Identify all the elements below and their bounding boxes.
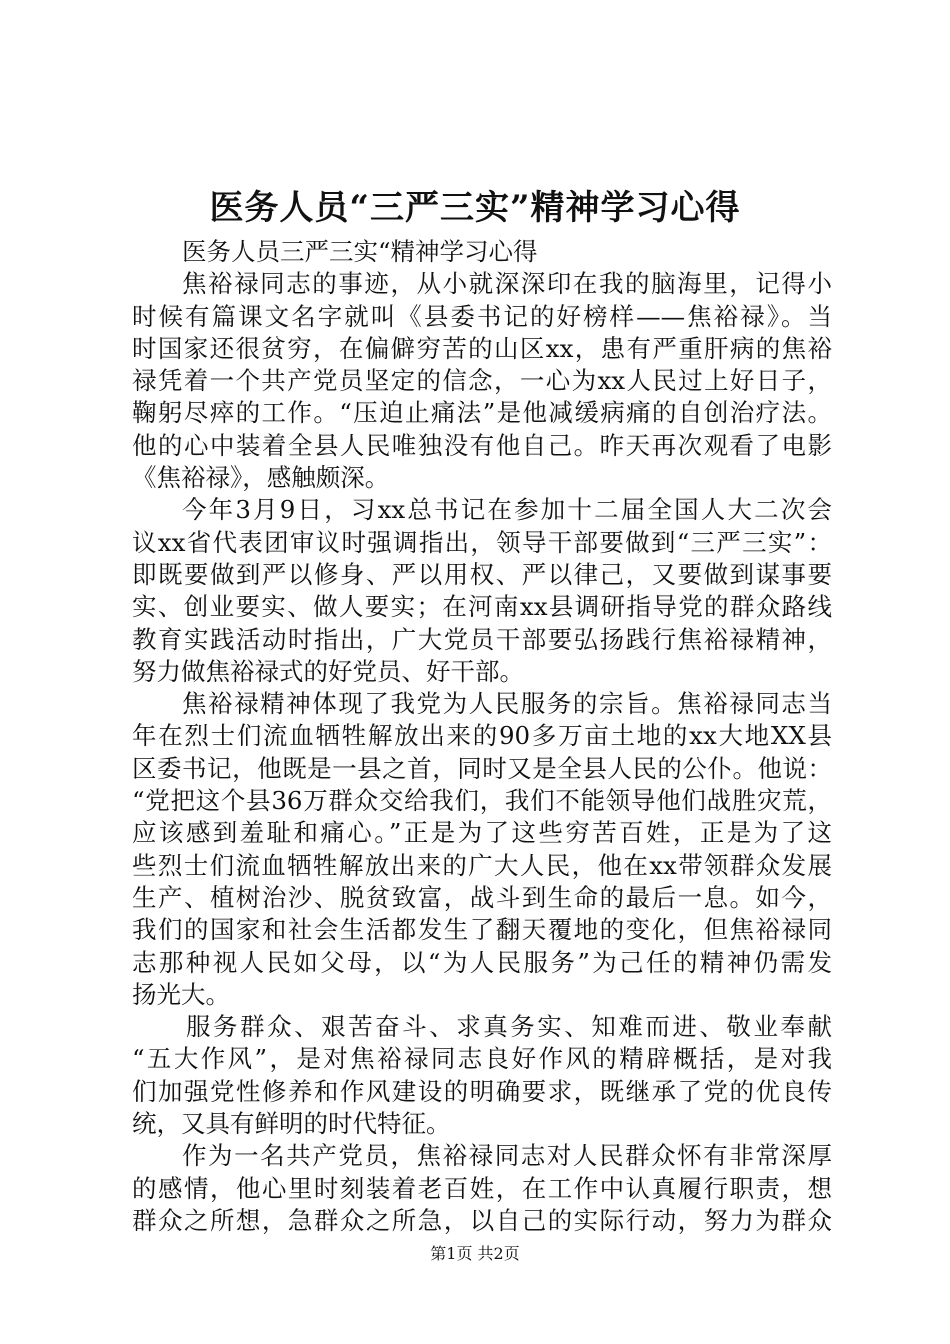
text-line: 的感情，他心里时刻装着老百姓，在工作中认真履行职责，想	[132, 1173, 832, 1203]
text-line: 统，又具有鲜明的时代特征。	[132, 1109, 451, 1139]
text-line: 他的心中装着全县人民唯独没有他自己。昨天再次观看了电影	[132, 430, 832, 460]
text-line: 些烈士们流血牺牲解放出来的广大人民，他在xx带领群众发展	[132, 850, 832, 880]
text-line: 扬光大。	[132, 979, 230, 1009]
text-line: 年在烈士们流血牺牲解放出来的90多万亩土地的xx大地XX县	[132, 721, 832, 751]
text-line: 即既要做到严以修身、严以用权、严以律己，又要做到谋事要	[132, 559, 832, 589]
text-line: 禄凭着一个共产党员坚定的信念，一心为xx人民过上好日子，	[132, 366, 832, 396]
text-line: 时候有篇课文名字就叫《县委书记的好榜样——焦裕禄》。当	[132, 301, 832, 331]
text-line: 《焦裕禄》，感触颇深。	[132, 463, 390, 493]
text-line: “五大作风”，是对焦裕禄同志良好作风的精辟概括，是对我	[132, 1044, 832, 1074]
text-line: 教育实践活动时指出，广大党员干部要弘扬践行焦裕禄精神，	[132, 624, 832, 654]
text-line: 医务人员三严三实“精神学习心得	[182, 237, 538, 266]
text-line: “党把这个县36万群众交给我们，我们不能领导他们战胜灾荒，	[132, 786, 832, 816]
text-line: 今年3月9日，习xx总书记在参加十二届全国人大二次会	[182, 495, 832, 525]
text-line: 我们的国家和社会生活都发生了翻天覆地的变化，但焦裕禄同	[132, 915, 832, 945]
text-line: 时国家还很贫穷，在偏僻穷苦的山区xx，患有严重肝病的焦裕	[132, 333, 832, 363]
text-line: 作为一名共产党员，焦裕禄同志对人民群众怀有非常深厚	[182, 1141, 832, 1171]
text-line: 鞠躬尽瘁的工作。“压迫止痛法”是他减缓病痛的自创治疗法。	[132, 398, 832, 428]
text-line: 议xx省代表团审议时强调指出，领导干部要做到“三严三实”：	[132, 527, 832, 557]
document-title: 医务人员“三严三实”精神学习心得	[209, 188, 741, 228]
text-line: 实、创业要实、做人要实；在河南xx县调研指导党的群众路线	[132, 592, 832, 622]
text-line: 焦裕禄精神体现了我党为人民服务的宗旨。焦裕禄同志当	[182, 689, 832, 719]
document-body	[132, 236, 832, 1237]
text-line: 服务群众、艰苦奋斗、求真务实、知难而进、敬业奉献	[186, 1012, 832, 1042]
page-footer: 第1页 共2页	[430, 1244, 520, 1263]
text-line: 努力做焦裕禄式的好党员、好干部。	[132, 656, 524, 686]
text-line: 区委书记，他既是一县之首，同时又是全县人民的公仆。他说：	[132, 753, 832, 783]
text-line: 志那种视人民如父母，以“为人民服务”为己任的精神仍需发	[132, 947, 832, 977]
text-line: 生产、植树治沙、脱贫致富，战斗到生命的最后一息。如今，	[132, 882, 832, 912]
text-line: 们加强党性修养和作风建设的明确要求，既继承了党的优良传	[132, 1076, 832, 1106]
text-line: 焦裕禄同志的事迹，从小就深深印在我的脑海里，记得小	[182, 269, 832, 299]
text-line: 应该感到羞耻和痛心。”正是为了这些穷苦百姓，正是为了这	[132, 818, 832, 848]
text-line: 群众之所想，急群众之所急，以自己的实际行动，努力为群众	[132, 1205, 832, 1235]
